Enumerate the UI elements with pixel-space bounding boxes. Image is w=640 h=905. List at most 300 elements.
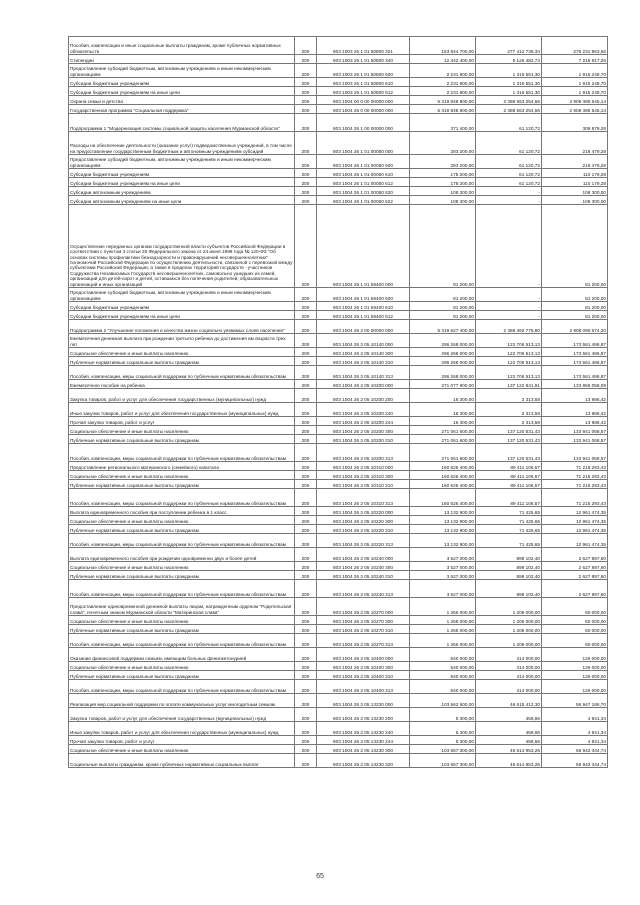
- row-name: Социальное обеспечение и иные выплаты населению: [69, 662, 295, 671]
- row-budget-code: 803 1004 26 2 05 10310 300: [317, 471, 410, 480]
- row-unexecuted: 110 179,28: [542, 178, 608, 187]
- row-approved: 1 265 000,00: [410, 634, 476, 648]
- row-name: Расходы на обеспечение деятельности (оказание услуг) подведомственных учреждений, в том числе на предоставление государственным бюджетным и автономным учреждениям субсидий: [69, 132, 295, 155]
- row-unexecuted: 2 627 897,60: [542, 562, 608, 571]
- row-unexecuted: 126 000,00: [542, 680, 608, 694]
- row-name: Реализация мер социальной поддержки по оплате коммунальных услуг многодетным семьям: [69, 694, 295, 708]
- row-name: Социальное обеспечение и иные выплаты населению: [69, 745, 295, 754]
- row-executed: 46 615 412,30: [476, 694, 542, 708]
- row-approved: 296 268 000,00: [410, 334, 476, 348]
- row-executed: 277 412 736,34: [476, 37, 542, 55]
- table-row: [69, 178, 608, 187]
- row-unexecuted: 2 627 897,60: [542, 548, 608, 562]
- row-executed: 2 388 563 254,66: [476, 105, 542, 114]
- row-name: Пособия, компенсации, меры социальной поддержки по публичным нормативным обязательствам: [69, 580, 295, 598]
- row-approved: 16 300,00: [410, 389, 476, 403]
- row-approved: 3 527 000,00: [410, 580, 476, 598]
- row-line-code: 200: [295, 389, 317, 403]
- row-line-code: 200: [295, 462, 317, 471]
- row-budget-code: 803 1004 26 2 05 10140 310: [317, 357, 410, 366]
- row-line-code: 200: [295, 525, 317, 534]
- table-row: [69, 426, 608, 435]
- table-row: [69, 480, 608, 489]
- row-name: Предоставление субсидий бюджетным, автономным учреждениям и иным некоммерческим организациям: [69, 155, 295, 169]
- row-unexecuted: 13 986,42: [542, 417, 608, 426]
- row-approved: 108 300,00: [410, 196, 476, 205]
- row-budget-code: 803 1004 26 2 05 10200 310: [317, 435, 410, 444]
- row-budget-code: 803 1004 26 1 01 00050 600: [317, 155, 410, 169]
- row-line-code: 200: [295, 694, 317, 708]
- row-executed: 2 388 492 775,80: [476, 320, 542, 334]
- row-approved: 5 319 848 800,00: [410, 105, 476, 114]
- row-name: Социальное обеспечение и иные выплаты населению: [69, 516, 295, 525]
- row-approved: 1 265 000,00: [410, 616, 476, 625]
- row-approved: 2 231 800,00: [410, 87, 476, 96]
- row-line-code: 200: [295, 616, 317, 625]
- row-approved: 12 442 400,00: [410, 55, 476, 64]
- row-unexecuted: 309 879,28: [542, 114, 608, 132]
- row-name: Социальное обеспечение и иные выплаты населению: [69, 616, 295, 625]
- row-unexecuted: 12 961 474,35: [542, 534, 608, 548]
- row-line-code: 200: [295, 722, 317, 736]
- row-budget-code: 803 1004 26 2 05 10240 310: [317, 571, 410, 580]
- row-executed: 137 122 841,91: [476, 380, 542, 389]
- row-budget-code: 803 1004 26 2 05 10200 300: [317, 426, 410, 435]
- row-approved: 81 200,00: [410, 302, 476, 311]
- row-line-code: 200: [295, 507, 317, 516]
- row-budget-code: 803 1003 26 1 01 50800 340: [317, 55, 410, 64]
- row-budget-code: 803 1004 26 2 05 10240 300: [317, 562, 410, 571]
- row-budget-code: 803 1004 26 2 05 10200 240: [317, 403, 410, 417]
- row-approved: 271 077 900,00: [410, 380, 476, 389]
- row-name: Публичные нормативные социальные выплаты гражданам: [69, 671, 295, 680]
- row-budget-code: 803 1004 26 2 05 10220 310: [317, 525, 410, 534]
- row-line-code: 200: [295, 562, 317, 571]
- table-row: [69, 598, 608, 616]
- row-approved: 13 132 900,00: [410, 534, 476, 548]
- row-approved: 2 231 800,00: [410, 64, 476, 78]
- row-budget-code: 803 1004 26 1 01 00050 000: [317, 132, 410, 155]
- row-unexecuted: 4 841,34: [542, 736, 608, 745]
- row-budget-code: 803 1004 00 0 00 00000 000: [317, 96, 410, 105]
- row-budget-code: 803 1004 26 2 05 10270 000: [317, 598, 410, 616]
- row-line-code: 200: [295, 205, 317, 288]
- row-budget-code: 803 1004 26 2 05 13230 240: [317, 722, 410, 736]
- table-row: [69, 403, 608, 417]
- row-name: Пособия, компенсации, меры социальной поддержки по публичным нормативным обязательствам: [69, 534, 295, 548]
- row-executed: 46 614 953,26: [476, 745, 542, 754]
- row-line-code: 200: [295, 534, 317, 548]
- row-line-code: 200: [295, 169, 317, 178]
- row-executed: 899 102,40: [476, 580, 542, 598]
- row-name: Социальное обеспечение и иные выплаты населению: [69, 348, 295, 357]
- row-budget-code: 803 1003 26 1 01 50800 321: [317, 37, 410, 55]
- table-row: [69, 417, 608, 426]
- row-approved: 5 319 627 400,00: [410, 320, 476, 334]
- row-executed: 137 120 531,43: [476, 435, 542, 444]
- row-line-code: 200: [295, 580, 317, 598]
- report-page: [68, 36, 606, 768]
- row-line-code: 200: [295, 598, 317, 616]
- row-approved: 13 132 900,00: [410, 516, 476, 525]
- row-executed: 458,66: [476, 708, 542, 722]
- row-name: Субсидии бюджетным учреждениям на иные цели: [69, 87, 295, 96]
- row-executed: 1 316 551,30: [476, 87, 542, 96]
- row-line-code: 200: [295, 403, 317, 417]
- table-row: [69, 320, 608, 334]
- row-line-code: 200: [295, 680, 317, 694]
- row-unexecuted: 7 215 917,26: [542, 55, 608, 64]
- row-name: Выплата единовременного пособия при поступлении ребенка в 1 класс: [69, 507, 295, 516]
- row-line-code: 200: [295, 78, 317, 87]
- row-executed: 89 411 106,57: [476, 489, 542, 507]
- row-name: Субсидии бюджетным учреждениям: [69, 78, 295, 87]
- row-approved: 81 200,00: [410, 205, 476, 288]
- row-name: Прочая закупка товаров, работ и услуг: [69, 417, 295, 426]
- row-unexecuted: 133 955 058,09: [542, 380, 608, 389]
- row-approved: 175 200,00: [410, 178, 476, 187]
- row-name: Подпрограмма 2 "Улучшение положения и качества жизни социально уязвимых слоев населения": [69, 320, 295, 334]
- row-line-code: 200: [295, 489, 317, 507]
- row-unexecuted: 173 561 486,87: [542, 366, 608, 380]
- row-unexecuted: 13 986,42: [542, 403, 608, 417]
- row-approved: 160 626 400,00: [410, 489, 476, 507]
- row-name: Пособия, компенсации, меры социальной поддержки по публичным нормативным обязательствам: [69, 444, 295, 462]
- row-name: Предоставление регионального материнского (семейного) капитала: [69, 462, 295, 471]
- row-executed: 61 120,72: [476, 178, 542, 187]
- row-approved: 3 527 000,00: [410, 571, 476, 580]
- table-row: [69, 462, 608, 471]
- row-budget-code: 803 1004 26 2 05 10140 000: [317, 334, 410, 348]
- row-budget-code: 803 1004 26 2 05 13230 300: [317, 745, 410, 754]
- table-row: [69, 525, 608, 534]
- table-row: [69, 648, 608, 662]
- row-executed: -: [476, 311, 542, 320]
- row-name: Публичные нормативные социальные выплаты гражданам: [69, 525, 295, 534]
- row-executed: 414 000,00: [476, 662, 542, 671]
- table-row: [69, 616, 608, 625]
- row-unexecuted: 60 000,00: [542, 634, 608, 648]
- row-line-code: 200: [295, 37, 317, 55]
- row-name: Субсидии бюджетным учреждениям: [69, 169, 295, 178]
- table-row: [69, 205, 608, 288]
- row-approved: 371 400,00: [410, 114, 476, 132]
- row-unexecuted: 133 941 068,57: [542, 444, 608, 462]
- row-executed: 89 411 106,57: [476, 471, 542, 480]
- row-executed: 1 205 000,00: [476, 616, 542, 625]
- row-approved: 271 061 600,00: [410, 444, 476, 462]
- row-name: Предоставление субсидий бюджетным, автономным учреждениям и иным некоммерческим организациям: [69, 64, 295, 78]
- row-executed: 122 706 513,13: [476, 366, 542, 380]
- row-budget-code: 803 1004 26 2 05 13230 200: [317, 708, 410, 722]
- row-line-code: 200: [295, 571, 317, 580]
- row-unexecuted: 173 561 486,87: [542, 348, 608, 357]
- table-row: [69, 662, 608, 671]
- row-line-code: 200: [295, 708, 317, 722]
- row-unexecuted: 1 915 248,70: [542, 78, 608, 87]
- row-line-code: 200: [295, 311, 317, 320]
- row-executed: 137 120 531,43: [476, 426, 542, 435]
- row-approved: 540 000,00: [410, 671, 476, 680]
- table-row: [69, 114, 608, 132]
- row-line-code: 200: [295, 178, 317, 187]
- row-approved: 296 268 000,00: [410, 357, 476, 366]
- row-approved: 175 200,00: [410, 169, 476, 178]
- row-line-code: 200: [295, 132, 317, 155]
- row-line-code: 200: [295, 648, 317, 662]
- row-executed: 61 120,72: [476, 132, 542, 155]
- row-name: Пособия, компенсации, меры социальной поддержки по публичным нормативным обязательствам: [69, 634, 295, 648]
- row-unexecuted: 1 915 248,70: [542, 64, 608, 78]
- row-line-code: 200: [295, 745, 317, 754]
- row-unexecuted: 60 000,00: [542, 625, 608, 634]
- row-unexecuted: 81 200,00: [542, 288, 608, 302]
- table-body: [69, 37, 608, 768]
- row-line-code: 200: [295, 187, 317, 196]
- row-name: Социальное обеспечение и иные выплаты населению: [69, 471, 295, 480]
- row-unexecuted: 2 908 385 545,14: [542, 96, 608, 105]
- row-unexecuted: 126 000,00: [542, 671, 608, 680]
- row-line-code: 200: [295, 55, 317, 64]
- row-name: Охрана семьи и детства: [69, 96, 295, 105]
- row-approved: 13 132 900,00: [410, 525, 476, 534]
- row-name: Стипендии: [69, 55, 295, 64]
- row-budget-code: 803 1004 26 2 05 10400 313: [317, 680, 410, 694]
- row-unexecuted: 13 986,42: [542, 389, 608, 403]
- row-budget-code: 803 1004 26 2 05 10220 300: [317, 516, 410, 525]
- row-line-code: 200: [295, 444, 317, 462]
- row-budget-code: 803 1004 26 2 05 10240 000: [317, 548, 410, 562]
- table-row: [69, 311, 608, 320]
- row-line-code: 200: [295, 754, 317, 768]
- budget-table: [68, 36, 608, 768]
- table-row: [69, 366, 608, 380]
- row-executed: 458,66: [476, 736, 542, 745]
- row-line-code: 200: [295, 417, 317, 426]
- table-row: [69, 380, 608, 389]
- row-line-code: 200: [295, 366, 317, 380]
- row-executed: -: [476, 187, 542, 196]
- row-name: Пособия, компенсации, меры социальной поддержки по публичным нормативным обязательствам: [69, 489, 295, 507]
- row-approved: 16 300,00: [410, 403, 476, 417]
- row-unexecuted: 110 179,28: [542, 169, 608, 178]
- row-budget-code: 803 1004 26 1 01 00050 610: [317, 169, 410, 178]
- table-row: [69, 96, 608, 105]
- row-line-code: 200: [295, 302, 317, 311]
- row-executed: 2 313,58: [476, 403, 542, 417]
- row-executed: -: [476, 302, 542, 311]
- row-budget-code: 803 1004 26 2 05 10140 313: [317, 366, 410, 380]
- page-number: 65: [316, 873, 324, 880]
- row-unexecuted: 1 915 248,70: [542, 87, 608, 96]
- row-executed: 414 000,00: [476, 648, 542, 662]
- row-name: Социальное обеспечение и иные выплаты населению: [69, 562, 295, 571]
- row-unexecuted: 81 200,00: [542, 205, 608, 288]
- row-unexecuted: 81 200,00: [542, 311, 608, 320]
- row-executed: 61 120,72: [476, 169, 542, 178]
- table-row: [69, 671, 608, 680]
- row-name: Ежемесячная денежная выплата при рождении третьего ребенка до достижения им возраста трех лет: [69, 334, 295, 348]
- row-unexecuted: 2 908 090 674,20: [542, 320, 608, 334]
- row-budget-code: 803 1003 26 1 01 50800 610: [317, 78, 410, 87]
- row-approved: 1 265 000,00: [410, 625, 476, 634]
- row-unexecuted: 71 215 293,43: [542, 462, 608, 471]
- table-row: [69, 78, 608, 87]
- row-approved: 283 200,00: [410, 132, 476, 155]
- table-row: [69, 548, 608, 562]
- row-unexecuted: 218 479,28: [542, 155, 608, 169]
- row-approved: 5 300,00: [410, 708, 476, 722]
- row-executed: 1 205 000,00: [476, 598, 542, 616]
- row-budget-code: 803 1004 26 2 05 10220 313: [317, 534, 410, 548]
- table-row: [69, 722, 608, 736]
- row-budget-code: 803 1004 26 2 05 10270 300: [317, 616, 410, 625]
- table-row: [69, 334, 608, 348]
- row-executed: 46 614 953,26: [476, 754, 542, 768]
- row-line-code: 200: [295, 114, 317, 132]
- table-row: [69, 357, 608, 366]
- row-unexecuted: 56 942 344,74: [542, 754, 608, 768]
- row-executed: 1 205 000,00: [476, 625, 542, 634]
- row-approved: 540 000,00: [410, 648, 476, 662]
- row-name: Публичные нормативные социальные выплаты гражданам: [69, 480, 295, 489]
- row-approved: 81 200,00: [410, 288, 476, 302]
- row-name: Прочая закупка товаров, работ и услуг: [69, 736, 295, 745]
- row-name: Публичные нормативные социальные выплаты гражданам: [69, 571, 295, 580]
- row-unexecuted: 56 947 186,70: [542, 694, 608, 708]
- table-row: [69, 634, 608, 648]
- row-line-code: 200: [295, 196, 317, 205]
- row-line-code: 200: [295, 471, 317, 480]
- row-executed: 61 120,72: [476, 155, 542, 169]
- row-unexecuted: 12 961 474,35: [542, 516, 608, 525]
- table-row: [69, 562, 608, 571]
- row-unexecuted: 71 215 293,43: [542, 489, 608, 507]
- row-executed: 71 425,65: [476, 507, 542, 516]
- row-name: Закупка товаров, работ и услуг для обеспечения государственных (муниципальных) нужд: [69, 708, 295, 722]
- row-executed: 414 000,00: [476, 680, 542, 694]
- row-executed: 71 425,65: [476, 534, 542, 548]
- row-budget-code: 803 1004 26 2 05 10310 310: [317, 480, 410, 489]
- row-unexecuted: 60 000,00: [542, 598, 608, 616]
- table-row: [69, 155, 608, 169]
- row-approved: 160 626 400,00: [410, 471, 476, 480]
- row-budget-code: 803 1004 26 2 05 10200 313: [317, 444, 410, 462]
- row-executed: 71 425,65: [476, 516, 542, 525]
- table-row: [69, 680, 608, 694]
- row-budget-code: 803 1004 26 1 01 00050 620: [317, 187, 410, 196]
- row-line-code: 200: [295, 348, 317, 357]
- row-line-code: 200: [295, 334, 317, 348]
- row-budget-code: 803 1003 26 1 01 50800 612: [317, 87, 410, 96]
- row-name: Оказание финансовой поддержки семьям, имеющим больных фенилкетонурией: [69, 648, 295, 662]
- row-executed: 414 000,00: [476, 671, 542, 680]
- row-unexecuted: 173 561 486,87: [542, 357, 608, 366]
- row-executed: 89 411 106,57: [476, 462, 542, 471]
- row-unexecuted: 108 300,00: [542, 187, 608, 196]
- row-executed: 458,66: [476, 722, 542, 736]
- table-row: [69, 708, 608, 722]
- row-approved: 103 662 600,00: [410, 694, 476, 708]
- row-executed: 5 126 482,74: [476, 55, 542, 64]
- table-row: [69, 694, 608, 708]
- row-approved: 1 265 000,00: [410, 598, 476, 616]
- row-executed: 1 205 000,00: [476, 634, 542, 648]
- table-row: [69, 507, 608, 516]
- row-executed: 899 102,40: [476, 562, 542, 571]
- table-row: [69, 348, 608, 357]
- row-budget-code: 803 1004 26 2 05 10400 000: [317, 648, 410, 662]
- row-budget-code: 803 1004 26 1 01 59400 612: [317, 311, 410, 320]
- row-approved: 5 300,00: [410, 736, 476, 745]
- row-unexecuted: 218 479,28: [542, 132, 608, 155]
- row-executed: 61 120,72: [476, 114, 542, 132]
- row-approved: 103 657 300,00: [410, 754, 476, 768]
- row-executed: 2 388 563 254,66: [476, 96, 542, 105]
- row-unexecuted: 2 627 897,60: [542, 580, 608, 598]
- row-approved: 153 844 700,00: [410, 37, 476, 55]
- row-executed: 137 120 531,43: [476, 444, 542, 462]
- row-approved: 13 132 900,00: [410, 507, 476, 516]
- row-name: Социальные выплаты гражданам, кроме публичных нормативных социальных выплат: [69, 754, 295, 768]
- row-unexecuted: 126 000,00: [542, 662, 608, 671]
- table-row: [69, 187, 608, 196]
- row-executed: 1 316 551,30: [476, 78, 542, 87]
- row-budget-code: 803 1004 26 2 05 10200 200: [317, 389, 410, 403]
- row-budget-code: 803 1004 26 2 05 13230 320: [317, 754, 410, 768]
- row-budget-code: 803 1004 26 2 05 10200 000: [317, 380, 410, 389]
- row-unexecuted: 2 908 385 545,14: [542, 105, 608, 114]
- row-budget-code: 803 1004 26 1 01 59400 600: [317, 288, 410, 302]
- table-row: [69, 302, 608, 311]
- row-approved: 540 000,00: [410, 680, 476, 694]
- row-line-code: 200: [295, 435, 317, 444]
- row-unexecuted: 71 215 293,43: [542, 471, 608, 480]
- table-row: [69, 288, 608, 302]
- table-row: [69, 132, 608, 155]
- row-name: Субсидии автономным учреждениям на иные цели: [69, 196, 295, 205]
- row-budget-code: 803 1004 26 1 01 00050 622: [317, 196, 410, 205]
- row-budget-code: 803 1004 26 2 05 10400 300: [317, 662, 410, 671]
- row-unexecuted: 133 941 068,57: [542, 435, 608, 444]
- row-budget-code: 803 1004 26 2 00 00000 000: [317, 320, 410, 334]
- row-unexecuted: 173 561 486,87: [542, 334, 608, 348]
- table-row: [69, 87, 608, 96]
- row-approved: 2 231 800,00: [410, 78, 476, 87]
- row-budget-code: 803 1004 26 2 05 10400 310: [317, 671, 410, 680]
- table-row: [69, 105, 608, 114]
- row-line-code: 200: [295, 671, 317, 680]
- row-unexecuted: 126 000,00: [542, 648, 608, 662]
- row-line-code: 200: [295, 288, 317, 302]
- table-row: [69, 471, 608, 480]
- row-approved: 3 527 000,00: [410, 548, 476, 562]
- row-executed: -: [476, 205, 542, 288]
- row-budget-code: 803 1004 26 2 05 10270 310: [317, 625, 410, 634]
- row-unexecuted: 108 300,00: [542, 196, 608, 205]
- row-name: Иные закупки товаров, работ и услуг для обеспечения государственных (муниципальных) нужд: [69, 403, 295, 417]
- row-name: Предоставление единовременной денежной выплаты лицам, награжденным орденом "Родительская слава", почетным знаком Мурманской области "Материнская слава": [69, 598, 295, 616]
- row-executed: 899 102,40: [476, 548, 542, 562]
- table-row: [69, 435, 608, 444]
- row-budget-code: 803 1004 26 0 00 00000 000: [317, 105, 410, 114]
- row-line-code: 200: [295, 380, 317, 389]
- row-executed: 122 706 513,13: [476, 357, 542, 366]
- row-budget-code: 803 1004 26 2 05 13230 244: [317, 736, 410, 745]
- row-budget-code: 803 1004 26 2 05 10310 000: [317, 462, 410, 471]
- row-budget-code: 803 1004 26 1 01 00050 612: [317, 178, 410, 187]
- table-row: [69, 489, 608, 507]
